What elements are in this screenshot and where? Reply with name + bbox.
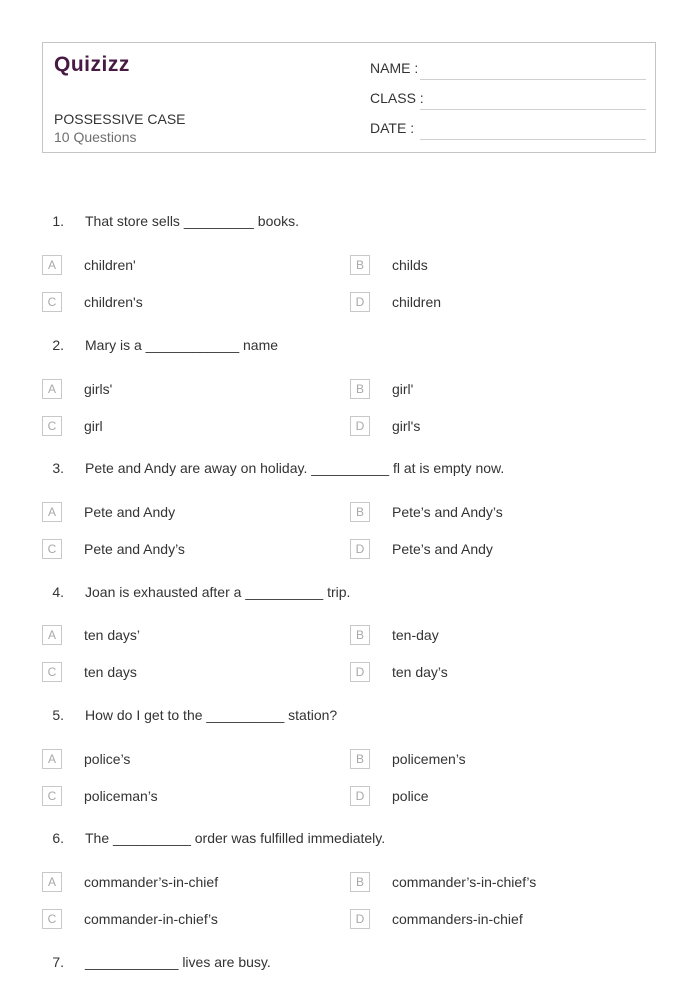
question-number: 3. bbox=[52, 460, 64, 476]
option-letter: A bbox=[42, 502, 62, 522]
option-letter: A bbox=[42, 379, 62, 399]
option-text: commander’s-in-chief bbox=[84, 874, 219, 890]
option-letter: D bbox=[350, 539, 370, 559]
option-letter: D bbox=[350, 416, 370, 436]
option-d[interactable] bbox=[350, 786, 650, 808]
class-label: CLASS : bbox=[370, 90, 424, 106]
option-text: commander-in-chief’s bbox=[84, 911, 218, 927]
option-d[interactable] bbox=[350, 539, 650, 561]
option-b[interactable] bbox=[350, 749, 650, 771]
option-letter: A bbox=[42, 625, 62, 645]
option-letter: D bbox=[350, 909, 370, 929]
class-field[interactable] bbox=[370, 90, 646, 110]
question-text: ____________ lives are busy. bbox=[85, 954, 271, 970]
option-letter: A bbox=[42, 255, 62, 275]
option-d[interactable] bbox=[350, 292, 650, 314]
option-text: Pete’s and Andy bbox=[392, 541, 493, 557]
option-text: Pete and Andy bbox=[84, 504, 176, 520]
name-field[interactable] bbox=[370, 60, 646, 80]
option-letter: D bbox=[350, 662, 370, 682]
option-text: policemen’s bbox=[392, 751, 466, 767]
option-letter: D bbox=[350, 292, 370, 312]
option-letter: C bbox=[42, 416, 62, 436]
option-a[interactable] bbox=[42, 749, 342, 771]
option-text: policeman’s bbox=[84, 788, 158, 804]
option-letter: A bbox=[42, 749, 62, 769]
option-b[interactable] bbox=[350, 625, 650, 647]
class-line bbox=[420, 109, 646, 110]
quizizz-logo: Quizizz bbox=[54, 53, 130, 76]
option-c[interactable] bbox=[42, 909, 342, 931]
question-number: 2. bbox=[52, 337, 64, 353]
option-letter: B bbox=[350, 625, 370, 645]
option-text: children' bbox=[84, 257, 136, 273]
option-letter: D bbox=[350, 786, 370, 806]
question-5 bbox=[0, 707, 700, 727]
question-text: Pete and Andy are away on holiday. __________ fl at is empty now. bbox=[85, 460, 505, 476]
question-text: That store sells _________ books. bbox=[85, 213, 300, 229]
question-number: 5. bbox=[52, 707, 64, 723]
name-label: NAME : bbox=[370, 60, 419, 76]
date-field[interactable] bbox=[370, 120, 646, 140]
worksheet-header bbox=[42, 42, 656, 153]
option-c[interactable] bbox=[42, 292, 342, 314]
option-text: girl bbox=[84, 418, 103, 434]
question-count: 10 Questions bbox=[54, 129, 137, 145]
option-text: girl's bbox=[392, 418, 421, 434]
option-c[interactable] bbox=[42, 416, 342, 438]
option-b[interactable] bbox=[350, 872, 650, 894]
option-text: girl' bbox=[392, 381, 414, 397]
question-4 bbox=[0, 584, 700, 604]
option-text: commander’s-in-chief’s bbox=[392, 874, 537, 890]
option-letter: B bbox=[350, 749, 370, 769]
option-text: ten day’s bbox=[392, 664, 448, 680]
question-text: Mary is a ____________ name bbox=[85, 337, 279, 353]
question-number: 4. bbox=[52, 584, 64, 600]
option-b[interactable] bbox=[350, 255, 650, 277]
option-c[interactable] bbox=[42, 539, 342, 561]
option-letter: C bbox=[42, 662, 62, 682]
option-text: children's bbox=[84, 294, 143, 310]
option-letter: B bbox=[350, 872, 370, 892]
option-text: commanders-in-chief bbox=[392, 911, 523, 927]
option-text: ten days’ bbox=[84, 627, 141, 643]
question-2 bbox=[0, 337, 700, 357]
date-line bbox=[420, 139, 646, 140]
question-7 bbox=[0, 954, 700, 974]
option-text: Pete’s and Andy’s bbox=[392, 504, 503, 520]
option-b[interactable] bbox=[350, 502, 650, 524]
option-text: ten-day bbox=[392, 627, 439, 643]
option-letter: B bbox=[350, 502, 370, 522]
option-c[interactable] bbox=[42, 662, 342, 684]
option-letter: C bbox=[42, 292, 62, 312]
question-number: 7. bbox=[52, 954, 64, 970]
option-text: childs bbox=[392, 257, 428, 273]
option-text: Pete and Andy’s bbox=[84, 541, 185, 557]
option-c[interactable] bbox=[42, 786, 342, 808]
option-a[interactable] bbox=[42, 872, 342, 894]
option-letter: B bbox=[350, 379, 370, 399]
option-letter: C bbox=[42, 786, 62, 806]
option-d[interactable] bbox=[350, 909, 650, 931]
question-number: 6. bbox=[52, 830, 64, 846]
option-text: police’s bbox=[84, 751, 131, 767]
question-text: Joan is exhausted after a __________ trip. bbox=[85, 584, 351, 600]
option-a[interactable] bbox=[42, 255, 342, 277]
option-d[interactable] bbox=[350, 416, 650, 438]
question-text: How do I get to the __________ station? bbox=[85, 707, 338, 723]
option-a[interactable] bbox=[42, 379, 342, 401]
option-d[interactable] bbox=[350, 662, 650, 684]
option-a[interactable] bbox=[42, 625, 342, 647]
option-text: children bbox=[392, 294, 442, 310]
worksheet-title: POSSESSIVE CASE bbox=[54, 111, 186, 127]
option-letter: C bbox=[42, 539, 62, 559]
question-3 bbox=[0, 460, 700, 480]
date-label: DATE : bbox=[370, 120, 415, 136]
name-line bbox=[420, 79, 646, 80]
option-text: girls' bbox=[84, 381, 113, 397]
question-number: 1. bbox=[52, 213, 64, 229]
option-letter: C bbox=[42, 909, 62, 929]
option-text: police bbox=[392, 788, 429, 804]
option-letter: B bbox=[350, 255, 370, 275]
question-6 bbox=[0, 830, 700, 850]
option-text: ten days bbox=[84, 664, 137, 680]
question-text: The __________ order was fulfilled immediately. bbox=[85, 830, 386, 846]
question-1 bbox=[0, 213, 700, 233]
option-b[interactable] bbox=[350, 379, 650, 401]
option-a[interactable] bbox=[42, 502, 342, 524]
option-letter: A bbox=[42, 872, 62, 892]
